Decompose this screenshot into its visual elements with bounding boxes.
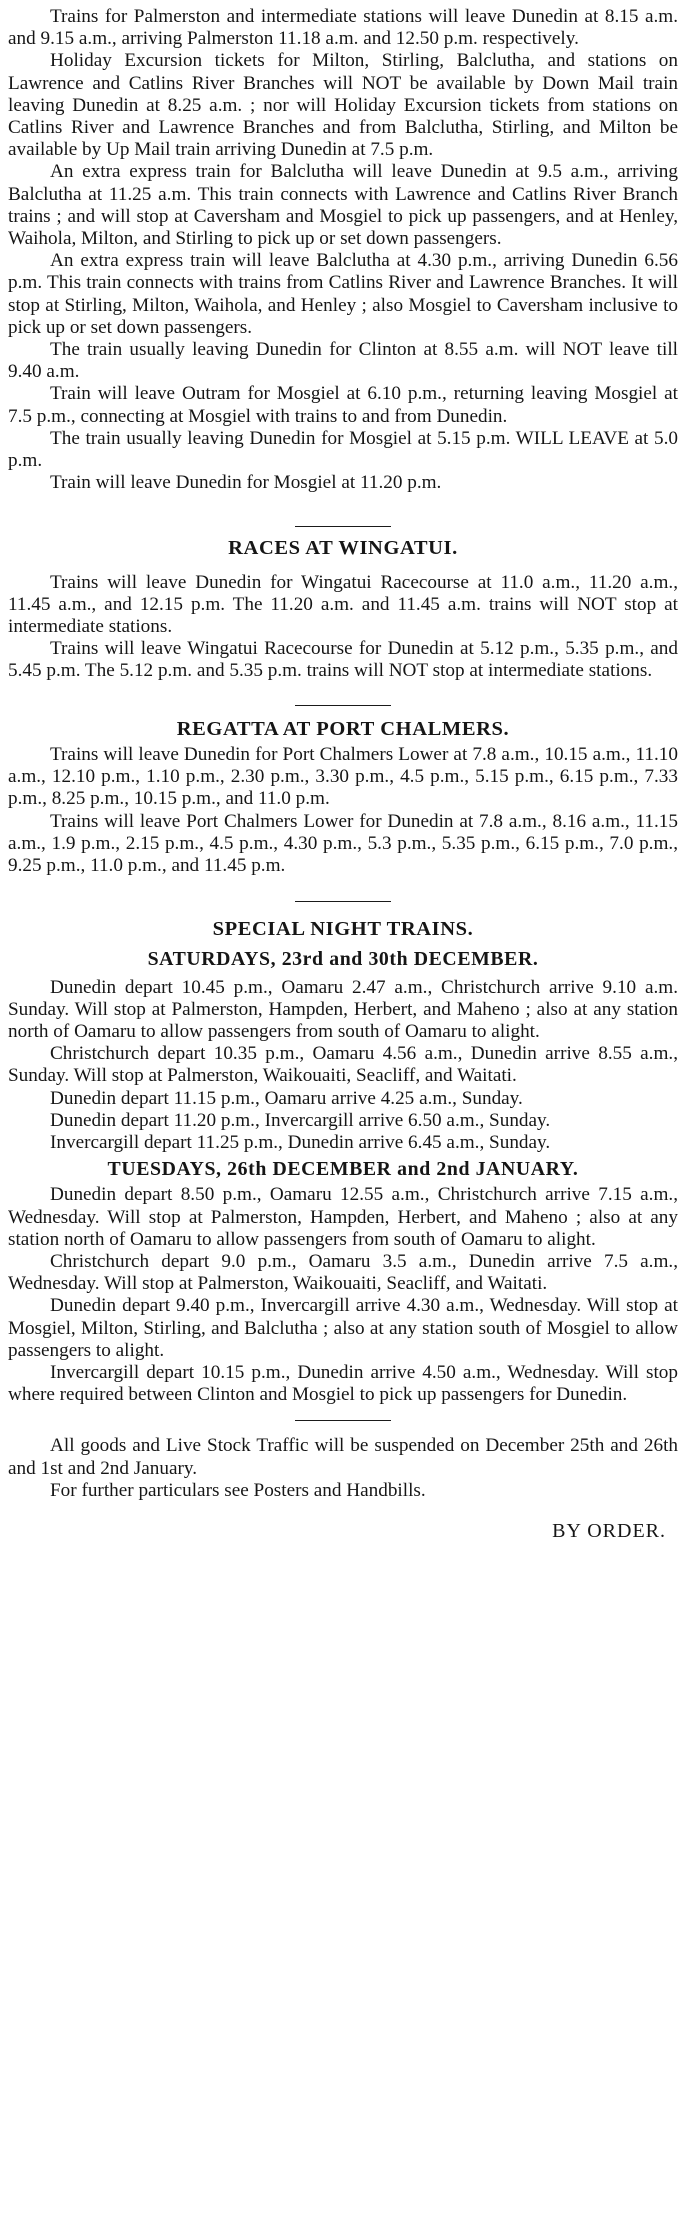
- goods-notice-section: [8, 1435, 678, 1502]
- races-section: [8, 572, 678, 683]
- notice-paragraph: Trains will leave Dunedin for Port Chalmers Lower at 7.8 a.m., 10.15 a.m., 11.10 a.m., 12.10 p.m., 1.10 p.m., 2.30 p.m., 3.30 p.m., 4.5 p.m., 5.15 p.m., 6.15 p.m., 7.33 p.m., 8.25 p.m., 10.15 p.m., and 11.0 p.m.: [8, 743, 678, 810]
- signoff: BY ORDER.: [552, 1519, 666, 1542]
- races-heading: RACES AT WINGATUI.: [228, 537, 458, 560]
- saturdays-section: [8, 977, 678, 1155]
- notice-paragraph: Invercargill depart 11.25 p.m., Dunedin arrive 6.45 a.m., Sunday.: [50, 1131, 551, 1153]
- notice-paragraph: Dunedin depart 9.40 p.m., Invercargill arrive 4.30 a.m., Wednesday. Will stop at Mosgiel, Milton, Stirling, and Balclutha ; also at any station south of Mosgiel to allow passengers to alight.: [8, 1295, 678, 1361]
- notice-paragraph: Dunedin depart 11.20 p.m., Invercargill arrive 6.50 a.m., Sunday.: [50, 1109, 551, 1131]
- notice-paragraph: For further particulars see Posters and Handbills.: [50, 1479, 426, 1501]
- section-divider: [295, 1420, 391, 1421]
- notice-paragraph: Dunedin depart 10.45 p.m., Oamaru 2.47 a.m., Christchurch arrive 9.10 a.m. Sunday. Will stop at Palmerston, Hampden, Herbert, and Maheno ; also at any station north of Oamaru to allow passengers from south of Oamaru to alight.: [8, 976, 678, 1042]
- night-trains-heading: SPECIAL NIGHT TRAINS.: [212, 918, 474, 941]
- notice-paragraph: Christchurch depart 9.0 p.m., Oamaru 3.5 a.m., Dunedin arrive 7.5 a.m., Wednesday. Will stop at Palmerston, Waikouaiti, Seacliff, and Waitati.: [8, 1250, 678, 1295]
- notice-paragraph: Dunedin depart 11.15 p.m., Oamaru arrive 4.25 a.m., Sunday.: [50, 1087, 523, 1109]
- regatta-heading: REGATTA AT PORT CHALMERS.: [176, 717, 510, 740]
- tuesdays-subheading: TUESDAYS, 26th DECEMBER and 2nd JANUARY.: [107, 1158, 579, 1181]
- notice-paragraph: The train usually leaving Dunedin for Mosgiel at 5.15 p.m. WILL LEAVE at 5.0 p.m.: [8, 427, 678, 472]
- regatta-section: [8, 744, 678, 877]
- notice-paragraph: Train will leave Dunedin for Mosgiel at 11.20 p.m.: [50, 472, 442, 494]
- saturdays-subheading: SATURDAYS, 23rd and 30th DECEMBER.: [147, 948, 539, 971]
- notice-paragraph: Trains will leave Port Chalmers Lower for Dunedin at 7.8 a.m., 8.16 a.m., 11.15 a.m., 1.9 p.m., 2.15 p.m., 4.5 p.m., 4.30 p.m., 5.3 p.m., 5.35 p.m., 6.15 p.m., 7.0 p.m., 9.25 p.m., 11.0 p.m., and 11.45 p.m.: [8, 810, 678, 876]
- notice-paragraph: Trains for Palmerston and intermediate stations will leave Dunedin at 8.15 a.m. and 9.15 a.m., arriving Palmerston 11.18 a.m. and 12.50 p.m. respectively.: [8, 6, 678, 50]
- notice-paragraph: Christchurch depart 10.35 p.m., Oamaru 4.56 a.m., Dunedin arrive 8.55 a.m., Sunday. Will stop at Palmerston, Waikouaiti, Seacliff, and Waitati.: [8, 1043, 678, 1087]
- notice-paragraph: An extra express train will leave Balclutha at 4.30 p.m., arriving Dunedin 6.56 p.m. This train connects with trains from Catlins River and Lawrence Branches. It will stop at Stirling, Milton, Waihola, and Henley ; also Mosgiel to Caversham inclusive to pick up or set down passengers.: [8, 250, 678, 338]
- general-notices-section: [8, 6, 678, 494]
- notice-paragraph: Holiday Excursion tickets for Milton, Stirling, Balclutha, and stations on Lawrence and Catlins River Branches will NOT be available by Down Mail train leaving Dunedin at 8.25 a.m. ; nor will Holiday Excursion tickets from stations on Catlins River and Lawrence Branches and from Balclutha, Stirling, and Milton be available by Up Mail train arriving Dunedin at 7.5 p.m.: [8, 50, 678, 161]
- notice-paragraph: The train usually leaving Dunedin for Clinton at 8.55 a.m. will NOT leave till 9.40 a.m.: [8, 339, 678, 383]
- notice-paragraph: Train will leave Outram for Mosgiel at 6.10 p.m., returning leaving Mosgiel at 7.5 p.m., connecting at Mosgiel with trains to and from Dunedin.: [8, 383, 678, 427]
- notice-paragraph: Dunedin depart 8.50 p.m., Oamaru 12.55 a.m., Christchurch arrive 7.15 a.m., Wednesday. Will stop at Palmerston, Hampden, Herbert, and Maheno ; also at any station north of Oamaru to allow passengers from south of Oamaru to alight.: [8, 1184, 678, 1250]
- tuesdays-section: [8, 1184, 678, 1406]
- section-divider: [295, 901, 391, 902]
- notice-paragraph: An extra express train for Balclutha will leave Dunedin at 9.5 a.m., arriving Balclutha at 11.25 a.m. This train connects with Lawrence and Catlins River Branch trains ; and will stop at Caversham and Mosgiel to pick up passengers, and at Henley, Waihola, Milton, and Stirling to pick up or set down passengers.: [8, 161, 678, 250]
- notice-paragraph: All goods and Live Stock Traffic will be suspended on December 25th and 26th and 1st and 2nd January.: [8, 1435, 678, 1479]
- notice-paragraph: Trains will leave Dunedin for Wingatui Racecourse at 11.0 a.m., 11.20 a.m., 11.45 a.m., and 12.15 p.m. The 11.20 a.m. and 11.45 a.m. trains will NOT stop at intermediate stations.: [8, 571, 678, 638]
- notice-paragraph: Trains will leave Wingatui Racecourse for Dunedin at 5.12 p.m., 5.35 p.m., and 5.45 p.m. The 5.12 p.m. and 5.35 p.m. trains will NOT stop at intermediate stations.: [8, 638, 678, 682]
- section-divider: [295, 526, 391, 527]
- section-divider: [295, 705, 391, 706]
- notice-paragraph: Invercargill depart 10.15 p.m., Dunedin arrive 4.50 a.m., Wednesday. Will stop where required between Clinton and Mosgiel to pick up passengers for Dunedin.: [8, 1361, 678, 1406]
